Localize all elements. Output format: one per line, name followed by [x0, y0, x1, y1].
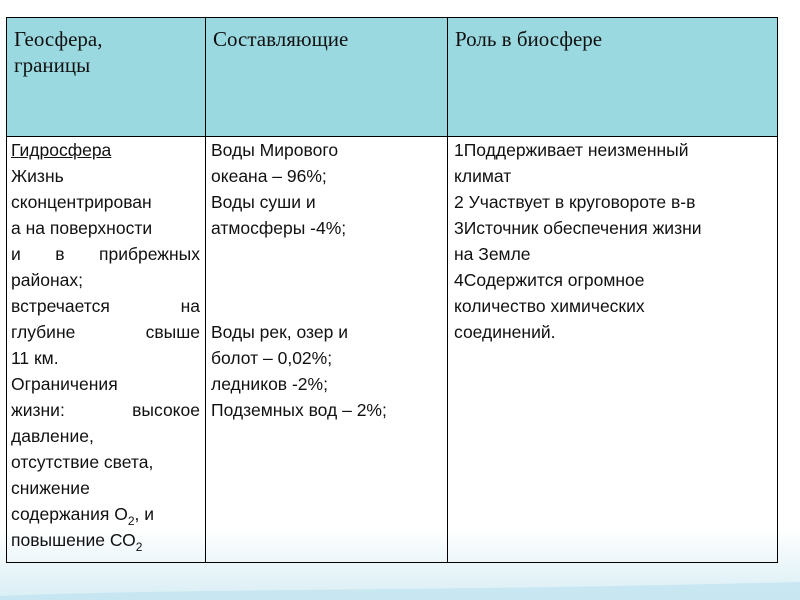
co2-text: повышение СО — [11, 530, 136, 550]
text-line-co2 — [11, 527, 200, 553]
table-row — [7, 137, 778, 563]
word: в — [55, 244, 65, 264]
header-geosphere-line1: Геосфера, — [14, 27, 103, 51]
subscript: 2 — [135, 540, 143, 554]
text-line: океана – 96%; — [211, 166, 327, 186]
word: встречается — [11, 296, 110, 316]
header-role-label: Роль в биосфере — [455, 27, 603, 51]
text-line: соединений. — [454, 322, 556, 342]
text-line: Воды суши и — [211, 192, 316, 212]
o2-text: содержания О — [11, 504, 128, 524]
header-role — [448, 18, 778, 137]
word: на — [180, 296, 200, 316]
text-line: а на поверхности — [11, 218, 153, 238]
cell-geosphere-hydrosphere — [7, 137, 206, 563]
header-geosphere-line2: границы — [14, 53, 91, 77]
text-line: Жизнь — [11, 166, 64, 186]
o2-tail: , и — [134, 504, 154, 524]
subscript: 2 — [127, 514, 135, 528]
word: жизни: — [11, 400, 65, 420]
text-line: атмосферы -4%; — [211, 218, 347, 238]
text-line: давление, — [11, 426, 94, 446]
text-line: отсутствие света, — [11, 452, 154, 472]
text-line: болот – 0,02%; — [211, 348, 333, 368]
text-line — [11, 397, 200, 423]
text-line: на Земле — [454, 244, 531, 264]
word: свыше — [145, 322, 200, 342]
header-row — [7, 18, 778, 137]
word: и — [11, 244, 21, 264]
text-line: районах; — [11, 270, 83, 290]
text-line: Подземных вод – 2%; — [211, 400, 387, 420]
geosphere-table — [6, 17, 778, 563]
header-geosphere — [7, 18, 206, 137]
header-components — [206, 18, 448, 137]
text-line: климат — [454, 166, 512, 186]
text-line — [11, 319, 200, 345]
text-line: 11 км. — [11, 348, 59, 368]
text-line: снижение — [11, 478, 90, 498]
text-line: Воды Мирового — [211, 140, 339, 160]
text-line: Воды рек, озер и — [211, 322, 348, 342]
text-line: 4Содержится огромное — [454, 270, 645, 290]
header-components-label: Составляющие — [213, 27, 349, 51]
word: высокое — [132, 400, 200, 420]
text-line: 1Поддерживает неизменный — [454, 140, 689, 160]
text-line — [11, 293, 200, 319]
text-line: ледников -2%; — [211, 374, 328, 394]
text-line-o2 — [11, 501, 200, 527]
word: прибрежных — [99, 244, 200, 264]
text-line: количество химических — [454, 296, 645, 316]
text-line: Ограничения — [11, 374, 118, 394]
text-line: 3Источник обеспечения жизни — [454, 218, 702, 238]
spacer — [211, 241, 443, 319]
hydrosphere-title: Гидросфера — [11, 140, 112, 160]
word: глубине — [11, 322, 76, 342]
text-line: 2 Участвует в круговороте в-в — [454, 192, 696, 212]
cell-role — [448, 137, 778, 563]
text-line — [11, 241, 200, 267]
text-line: сконцентрирован — [11, 192, 152, 212]
cell-components — [206, 137, 448, 563]
